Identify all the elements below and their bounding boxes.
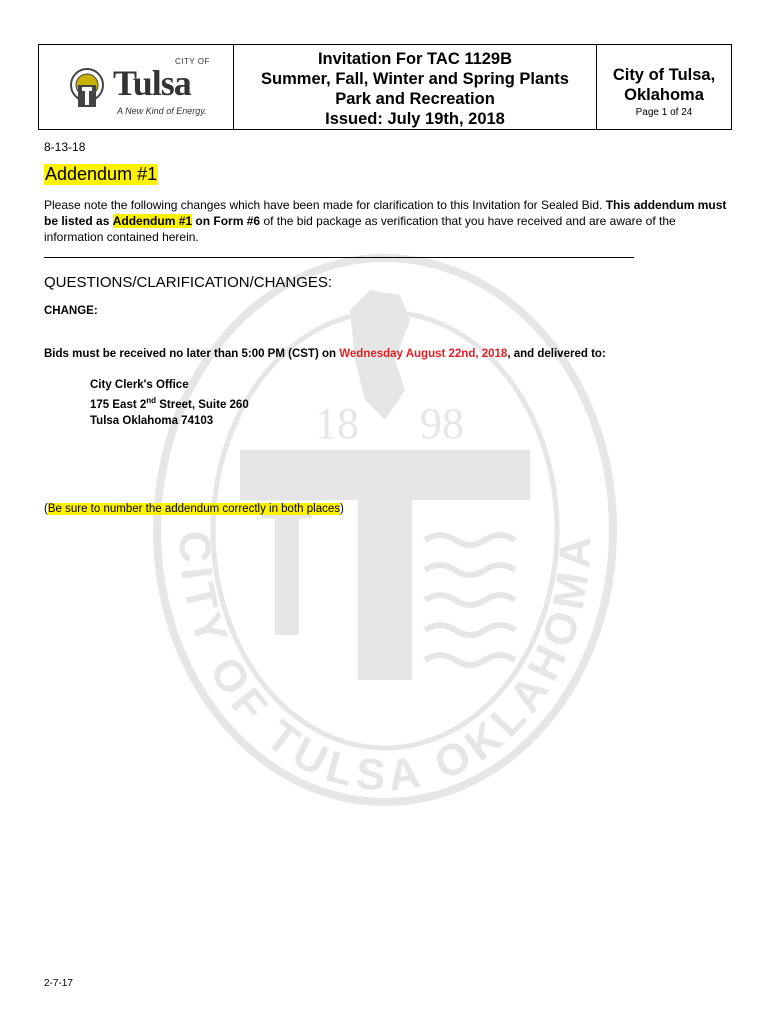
tulsa-emblem-icon — [69, 65, 105, 113]
questions-heading: QUESTIONS/CLARIFICATION/CHANGES: — [44, 274, 333, 291]
city-name — [597, 65, 731, 105]
change-label: CHANGE: — [44, 305, 98, 317]
address-line: City Clerk's Office — [90, 379, 189, 391]
addendum-title: Addendum #1 — [45, 164, 158, 184]
address-line: Tulsa Oklahoma 74103 — [90, 414, 214, 427]
document-date: 8-13-18 — [44, 140, 86, 154]
invitation-title — [234, 45, 597, 129]
reminder-highlight: Be sure to number the addendum correctly in both places — [47, 503, 340, 515]
city-line: City of Tulsa, — [612, 66, 716, 84]
intro-text-end: of the bid package as verification that you have received and are aware of the information contained herein. — [44, 214, 676, 244]
bid-deadline — [44, 348, 606, 360]
bid-deadline-suffix: , and delivered to: — [507, 348, 606, 360]
footer-code: 2-7-17 — [44, 978, 73, 989]
logo-city-of: CITY OF — [175, 57, 210, 66]
reminder-note: (Be sure to number the addendum correctly in both places) — [44, 503, 344, 515]
seal-year-left: 18 — [315, 399, 359, 448]
logo-tagline: A New Kind of Energy. — [117, 106, 207, 116]
address-line: 175 East 2nd Street, Suite 260 — [90, 396, 249, 411]
title-line: Park and Recreation — [335, 90, 495, 108]
city-cell — [597, 45, 731, 129]
header-table — [38, 44, 732, 130]
intro-paragraph — [44, 197, 734, 245]
logo-wordmark: Tulsa — [113, 63, 191, 103]
intro-bold-text: This addendum must be listed as — [44, 198, 727, 228]
intro-text: Please note the following changes which have been made for clarification to this Invitation for Sealed Bid. — [44, 198, 603, 212]
intro-form-text: on Form #6 — [195, 214, 261, 228]
city-seal-watermark — [150, 250, 620, 810]
city-line: Oklahoma — [624, 86, 704, 104]
seal-ring-text: CITY OF TULSA OKLAHOMA — [169, 529, 601, 801]
bid-deadline-date: Wednesday August 22nd, 2018 — [339, 348, 508, 360]
seal-year-right: 98 — [420, 399, 464, 448]
delivery-address — [90, 377, 249, 429]
title-line: Summer, Fall, Winter and Spring Plants — [261, 70, 569, 88]
title-line: Invitation For TAC 1129B — [317, 50, 513, 68]
addendum-highlight: Addendum #1 — [112, 214, 193, 228]
divider — [44, 257, 634, 258]
page-number: Page 1 of 24 — [635, 107, 693, 118]
tulsa-logo — [39, 45, 234, 129]
title-line: Issued: July 19th, 2018 — [325, 110, 505, 128]
bid-deadline-prefix: Bids must be received no later than 5:00 PM (CST) on — [44, 348, 337, 360]
